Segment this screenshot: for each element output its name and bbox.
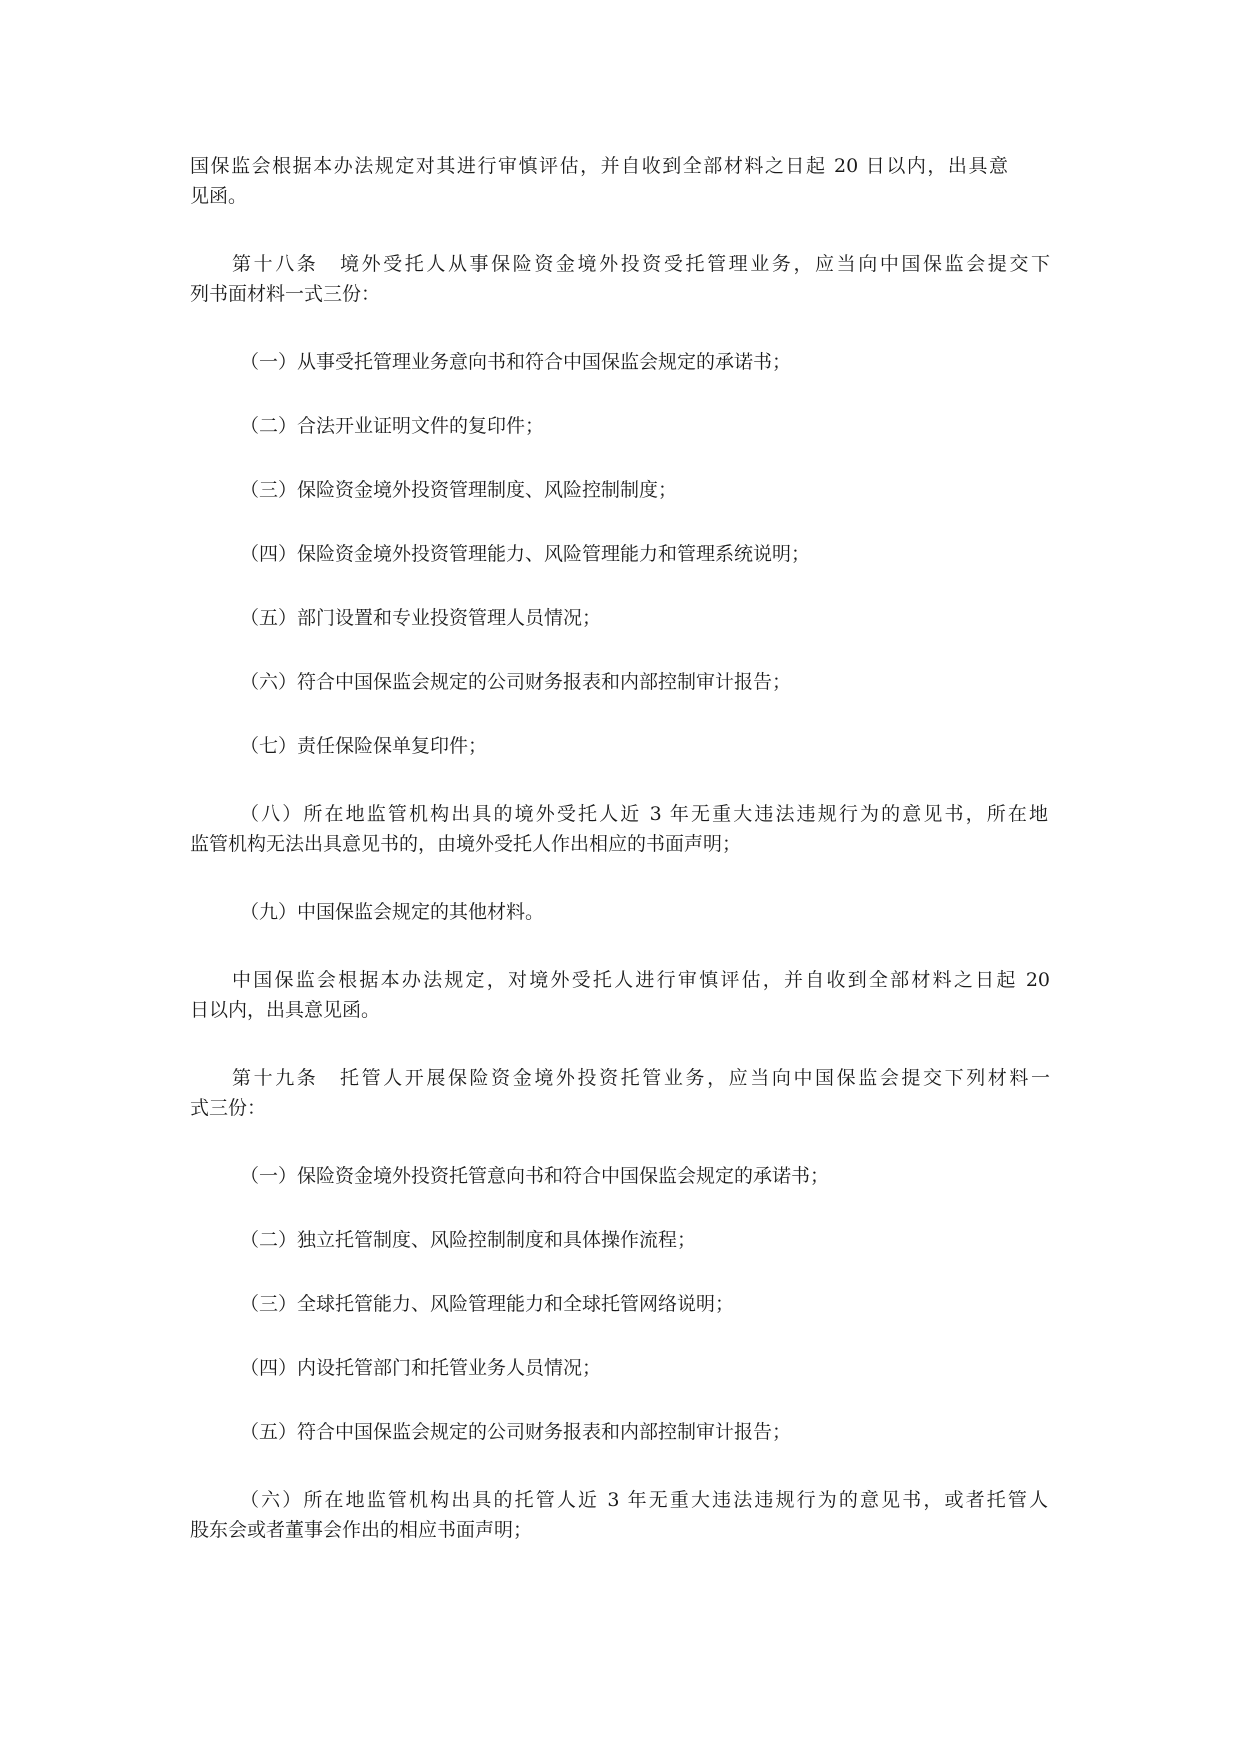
- text-line: 监管机构无法出具意见书的，由境外受托人作出相应的书面声明；: [190, 833, 742, 855]
- article-19-heading: 第十九条 托管人开展保险资金境外投资托管业务，应当向中国保监会提交下列材料一: [232, 1067, 1050, 1089]
- text-line: 国保监会根据本办法规定对其进行审慎评估，并自收到全部材料之日起 20 日以内，出具意: [190, 155, 1008, 177]
- list-item: （七）责任保险保单复印件；: [240, 735, 488, 757]
- text-line: 股东会或者董事会作出的相应书面声明；: [190, 1519, 533, 1541]
- text-line: 见函。: [190, 185, 248, 207]
- list-item: （三）保险资金境外投资管理制度、风险控制制度；: [240, 479, 678, 501]
- list-item: （六）所在地监管机构出具的托管人近 3 年无重大违法违规行为的意见书，或者托管人: [240, 1489, 1048, 1511]
- list-item: （六）符合中国保监会规定的公司财务报表和内部控制审计报告；: [240, 671, 792, 693]
- text-line: 中国保监会根据本办法规定，对境外受托人进行审慎评估，并自收到全部材料之日起 20: [232, 969, 1050, 991]
- list-item: （四）保险资金境外投资管理能力、风险管理能力和管理系统说明；: [240, 543, 811, 565]
- list-item: （二）合法开业证明文件的复印件；: [240, 415, 545, 437]
- text-line: 式三份：: [190, 1097, 267, 1119]
- list-item: （五）符合中国保监会规定的公司财务报表和内部控制审计报告；: [240, 1421, 792, 1443]
- text-line: 日以内，出具意见函。: [190, 999, 381, 1021]
- list-item: （九）中国保监会规定的其他材料。: [240, 901, 545, 923]
- list-item: （五）部门设置和专业投资管理人员情况；: [240, 607, 602, 629]
- list-item: （二）独立托管制度、风险控制制度和具体操作流程；: [240, 1229, 697, 1251]
- list-item: （一）从事受托管理业务意向书和符合中国保监会规定的承诺书；: [240, 351, 792, 373]
- list-item: （三）全球托管能力、风险管理能力和全球托管网络说明；: [240, 1293, 735, 1315]
- text-line: 列书面材料一式三份：: [190, 283, 381, 305]
- list-item: （八）所在地监管机构出具的境外受托人近 3 年无重大违法违规行为的意见书，所在地: [240, 803, 1048, 825]
- article-18-heading: 第十八条 境外受托人从事保险资金境外投资受托管理业务，应当向中国保监会提交下: [232, 253, 1050, 275]
- list-item: （四）内设托管部门和托管业务人员情况；: [240, 1357, 602, 1379]
- list-item: （一）保险资金境外投资托管意向书和符合中国保监会规定的承诺书；: [240, 1165, 830, 1187]
